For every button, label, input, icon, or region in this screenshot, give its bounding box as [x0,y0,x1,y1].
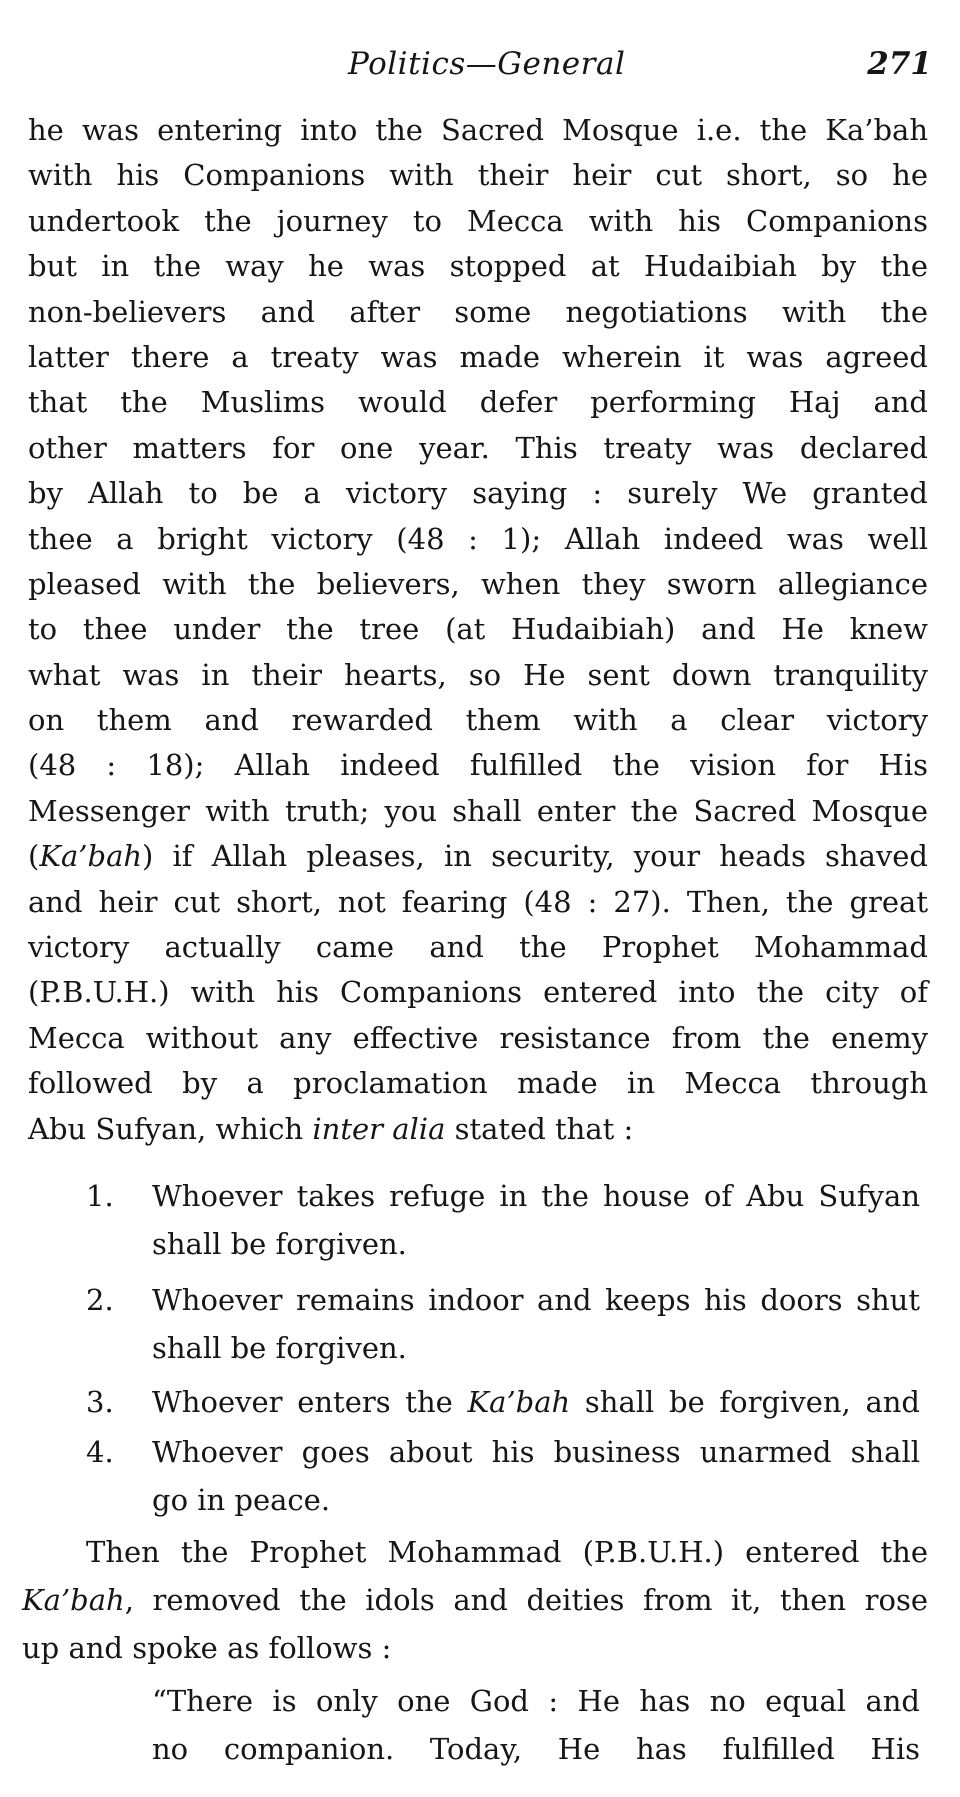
list-number: 3. [86,1385,114,1419]
list-item-text [152,1276,920,1372]
text-line: but in the way he was stopped at Hudaibiah by the [28,249,928,284]
text-line: followed by a proclamation made in Mecca through [28,1066,928,1101]
text-line: up and spoke as follows : [22,1631,392,1665]
text-line: what was in their hearts, so He sent down tranquility [28,657,928,692]
main-paragraph [28,108,928,1152]
list-number: 4. [86,1435,114,1469]
list-item-text [152,1172,920,1268]
block-quote [152,1677,920,1773]
page-number: 271 [867,46,932,82]
text-line: pleased with the believers, when they sworn allegiance [28,566,928,601]
text-line: and heir cut short, not fearing (48 : 27). Then, the great [28,884,928,919]
text-fragment: Abu Sufyan, which [28,1111,313,1146]
text-line: shall be forgiven. [152,1227,407,1261]
text-line: Then the Prophet Mohammad (P.B.U.H.) entered the [86,1535,928,1569]
text-line: Whoever goes about his business unarmed shall [152,1435,920,1469]
text-fragment: shall be forgiven, and [570,1385,920,1419]
text-line: Messenger with truth; you shall enter the Sacred Mosque [28,793,928,828]
text-line: undertook the journey to Mecca with his Companions [28,203,928,238]
text-line [28,834,928,879]
text-line: to thee under the tree (at Hudaibiah) and He knew [28,612,928,647]
text-line: “There is only one God : He has no equal and [152,1684,920,1718]
text-fragment: ) if Allah pleases, in security, your heads shaved [142,839,928,874]
italic-term: inter alia [312,1111,446,1146]
text-fragment: stated that : [445,1111,634,1146]
list-number: 2. [86,1283,114,1317]
text-line: shall be forgiven. [152,1331,407,1365]
page-header [0,40,960,90]
text-line: non-believers and after some negotiations with the [28,294,928,329]
italic-term: Ka’bah [22,1583,125,1617]
text-line: Whoever remains indoor and keeps his doors shut [152,1283,920,1317]
text-line: he was entering into the Sacred Mosque i.e. the Ka’bah [28,113,928,147]
text-line [22,1576,928,1624]
italic-term: Ka’bah [39,839,143,874]
text-line: by Allah to be a victory saying : surely We granted [28,476,928,511]
text-line: thee a bright victory (48 : 1); Allah indeed was well [28,521,928,556]
text-line: (48 : 18); Allah indeed fulfilled the vision for His [28,748,928,783]
text-fragment: Whoever enters the [152,1385,468,1419]
text-fragment: , removed the idols and deities from it, then rose [124,1583,928,1617]
text-line: latter there a treaty was made wherein it was agreed [28,339,928,374]
text-line [28,1107,928,1152]
text-line: go in peace. [152,1483,331,1517]
text-line: with his Companions with their heir cut short, so he [28,158,928,193]
italic-term: Ka’bah [467,1385,571,1419]
closing-paragraph [22,1528,928,1672]
text-line: (P.B.U.H.) with his Companions entered into the city of [28,975,928,1010]
text-line: Whoever takes refuge in the house of Abu Sufyan [152,1179,920,1213]
list-number: 1. [86,1179,114,1213]
text-line: victory actually came and the Prophet Mohammad [28,930,928,965]
text-line: on them and rewarded them with a clear victory [28,703,928,738]
text-fragment: ( [28,839,40,874]
running-head: Politics—General [348,46,626,82]
text-line [152,1378,920,1426]
text-line: other matters for one year. This treaty was declared [28,430,928,465]
text-line: that the Muslims would defer performing Haj and [28,385,928,420]
list-item-text [152,1428,920,1524]
text-line: no companion. Today, He has fulfilled His [152,1732,920,1766]
text-line: Mecca without any effective resistance from the enemy [28,1020,928,1055]
list-item-text [152,1378,920,1426]
